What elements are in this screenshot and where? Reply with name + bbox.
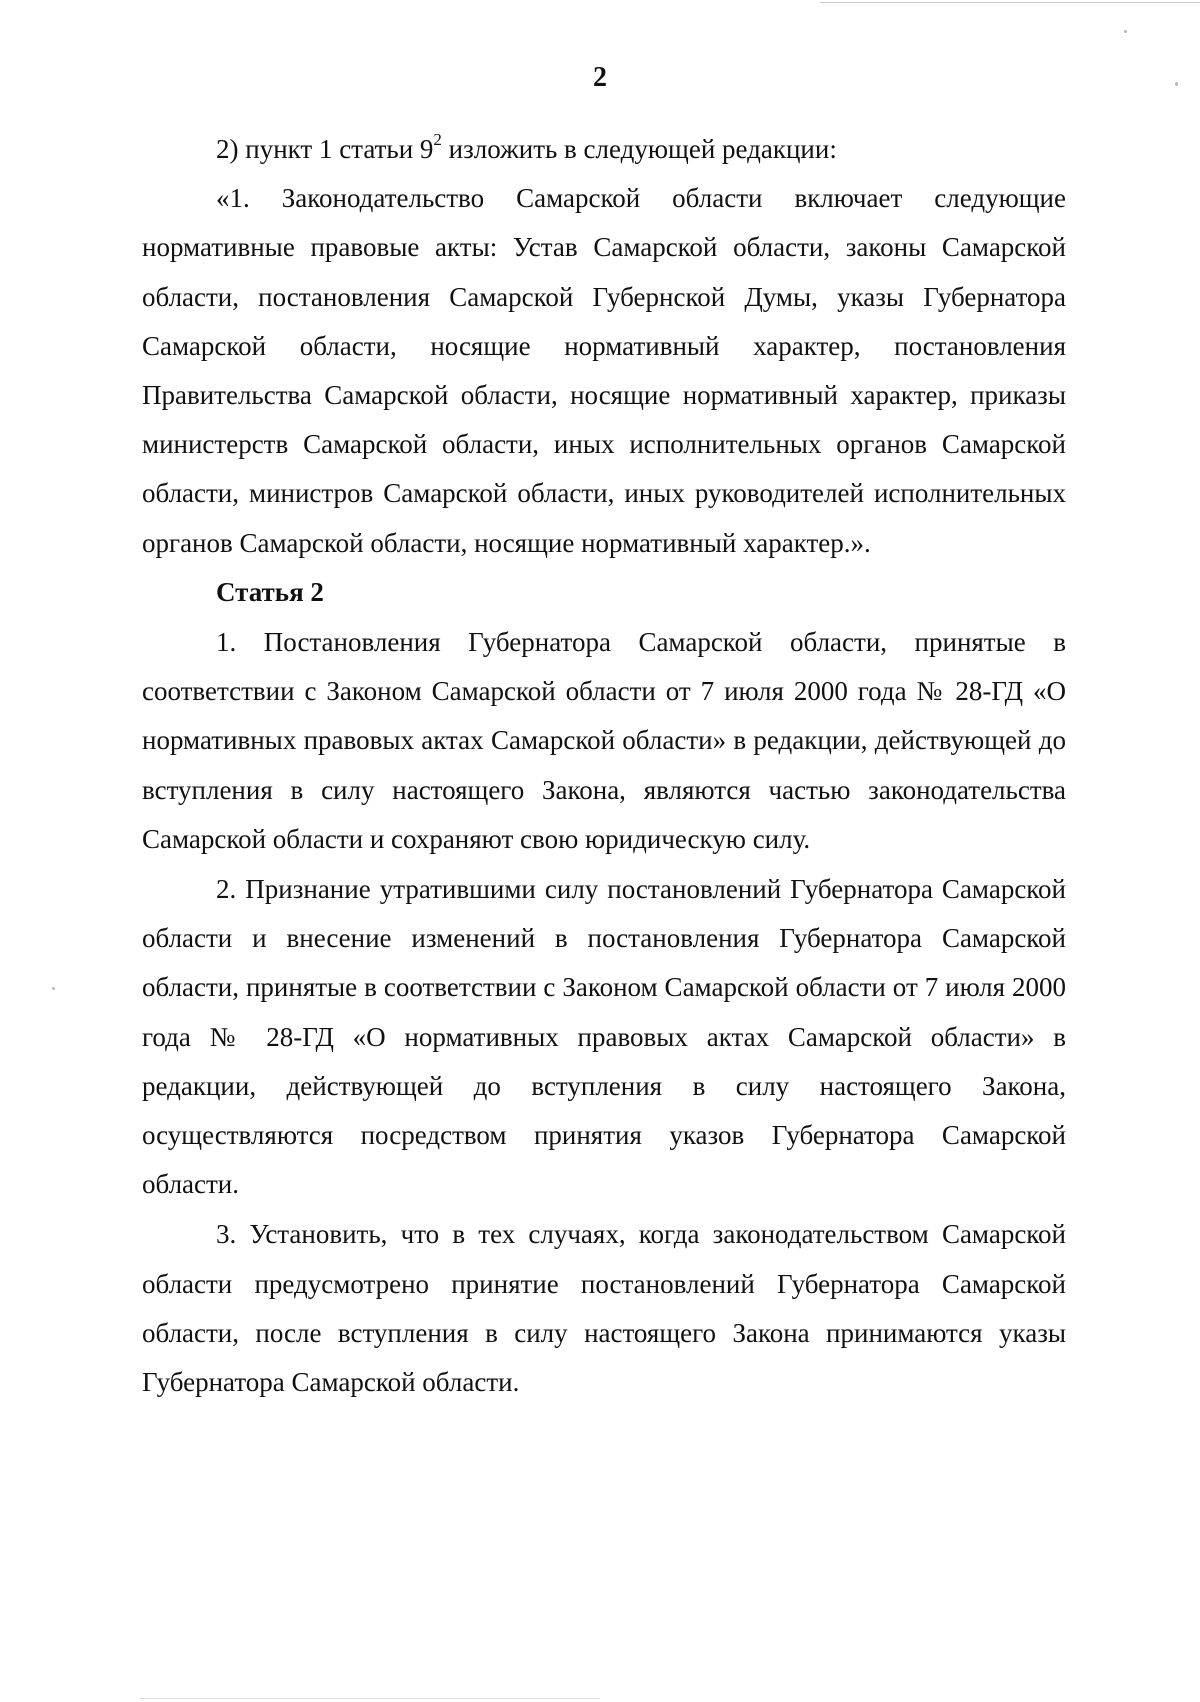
document-body bbox=[142, 125, 1066, 1407]
amendment-item-text-end: изложить в следующей редакции: bbox=[441, 134, 837, 164]
article-2-clause-1: 1. Постановления Губернатора Самарской области, принятые в соответствии с Законом Самарской области от 7 июля 2000 года № 28-ГД «О нормативных правовых актах Самарской области» в редакции, действующей до вступления в силу настоящего Закона, являются частью законодательства Самарской области и сохраняют свою юридическую силу. bbox=[142, 627, 1066, 854]
article-2-clause-2: 2. Признание утратившими силу постановлений Губернатора Самарской области и внесение изменений в постановления Губернатора Самарской области, принятые в соответствии с Законом Самарской области от 7 июля 2000 года № 28-ГД «О нормативных правовых актах Самарской области» в редакции, действующей до вступления в силу настоящего Закона, осуществляются посредством принятия указов Губернатора Самарской области. bbox=[142, 874, 1066, 1200]
scan-edge-line bbox=[140, 1698, 600, 1699]
amended-text-paragraph: «1. Законодательство Самарской области включает следующие нормативные правовые акты: Устав Самарской области, законы Самарской области, постановления Самарской Губернской Думы, указы Губернатора Самарской области, носящие нормативный характер, постановления Правительства Самарской области, носящие нормативный характер, приказы министерств Самарской области, иных исполнительных органов Самарской области, министров Самарской области, иных руководителей исполнительных органов Самарской области, носящие нормативный характер.». bbox=[142, 183, 1066, 558]
scan-speck bbox=[52, 987, 55, 990]
page-number: 2 bbox=[593, 62, 607, 93]
amendment-item-text-start: 2) пункт 1 статьи 9 bbox=[216, 134, 434, 164]
scan-edge-line bbox=[820, 2, 1200, 3]
article-heading: Статья 2 bbox=[216, 576, 324, 607]
scan-speck bbox=[1124, 30, 1127, 33]
article-superscript: 2 bbox=[433, 130, 442, 149]
article-2-clause-3: 3. Установить, что в тех случаях, когда законодательством Самарской области предусмотрено принятие постановлений Губернатора Самарской области, после вступления в силу настоящего Закона принимаются указы Губернатора Самарской области. bbox=[142, 1219, 1066, 1398]
amendment-item-paragraph bbox=[142, 125, 1066, 174]
